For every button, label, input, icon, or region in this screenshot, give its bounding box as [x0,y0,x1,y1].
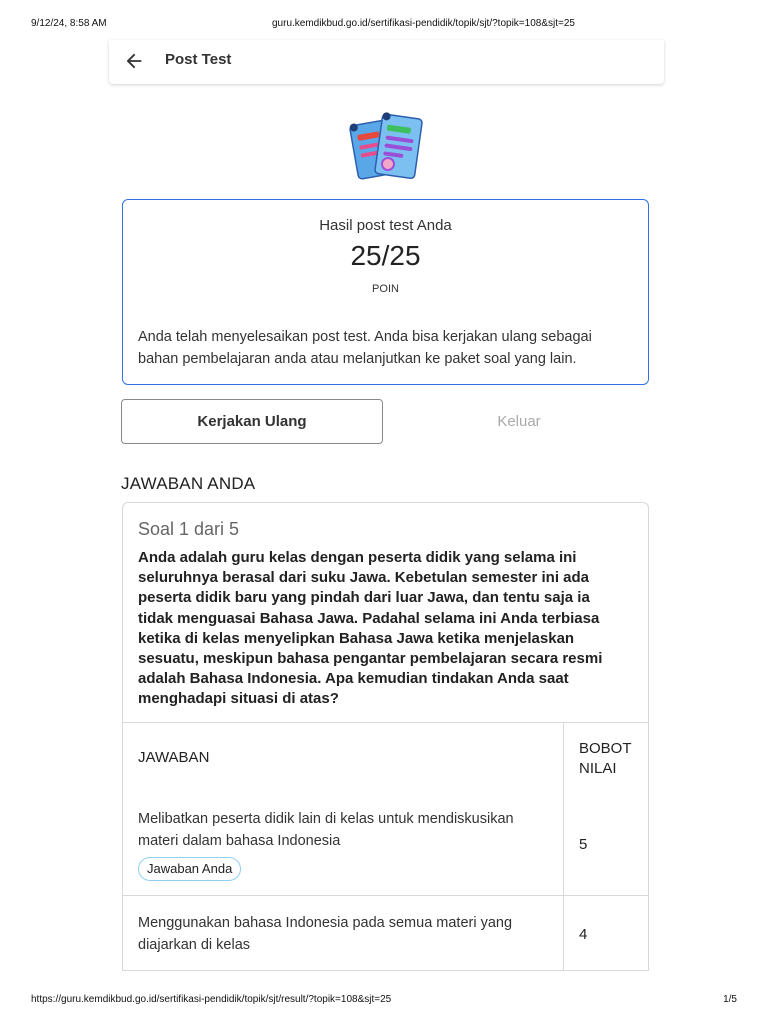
answer-text: Menggunakan bahasa Indonesia pada semua materi yang diajarkan di kelas [138,915,513,953]
result-card [122,199,649,385]
result-title: Hasil post test Anda [319,217,452,234]
print-footer [0,994,768,1014]
page-number: 1/5 [723,994,737,1005]
your-answer-badge: Jawaban Anda [138,857,241,881]
print-footer-url: https://guru.kemdikbud.go.id/sertifikasi-pendidik/topik/sjt/result/?topik=108&sjt=25 [31,994,392,1005]
section-title: JAWABAN ANDA [121,474,256,493]
result-message: Anda telah menyelesaikan post test. Anda bisa kerjakan ulang sebagai bahan pembelajaran anda atau melanjutkan ke paket soal yang lain. [138,329,592,367]
answer-weight: 5 [579,836,588,853]
app-bar [109,40,664,84]
page-title: Post Test [165,51,232,68]
question-number: Soal 1 dari 5 [138,519,240,539]
result-unit: POIN [372,283,399,295]
answer-table [123,722,648,971]
print-url: guru.kemdikbud.go.id/sertifikasi-pendidik/topik/sjt/?topik=108&sjt=25 [272,18,575,29]
table-divider [123,895,648,896]
table-header-answer: JAWABAN [138,749,210,766]
table-divider [123,722,648,723]
arrow-left-icon[interactable] [123,50,145,72]
answer-text: Melibatkan peserta didik lain di kelas untuk mendiskusikan materi dalam bahasa Indonesia [138,811,514,849]
retry-button[interactable]: Kerjakan Ulang [121,399,383,444]
print-datetime: 9/12/24, 8:58 AM [31,18,107,29]
result-score: 25/25 [350,240,421,271]
print-header [0,0,768,40]
table-header-weight: BOBOT NILAI [579,740,632,777]
question-card [122,502,649,971]
table-column-divider [563,722,564,971]
test-documents-icon [346,110,426,186]
question-text: Anda adalah guru kelas dengan peserta didik yang selama ini seluruhnya berasal dari suku Jawa. Kebetulan semester ini ada peserta didik baru yang pindah dari luar Jawa, dan tentu saja ia tidak menguasai Bahasa Jawa. Padahal selama ini Anda terbiasa ketika di kelas menyelipkan Bahasa Jawa ketika menjelaskan sesuatu, meskipun bahasa pengantar pembelajaran secara resmi adalah Bahasa Indonesia. Apa kemudian tindakan Anda saat menghadapi situasi di atas? [138,549,603,708]
exit-button[interactable]: Keluar [388,399,650,444]
answer-weight: 4 [579,926,588,943]
